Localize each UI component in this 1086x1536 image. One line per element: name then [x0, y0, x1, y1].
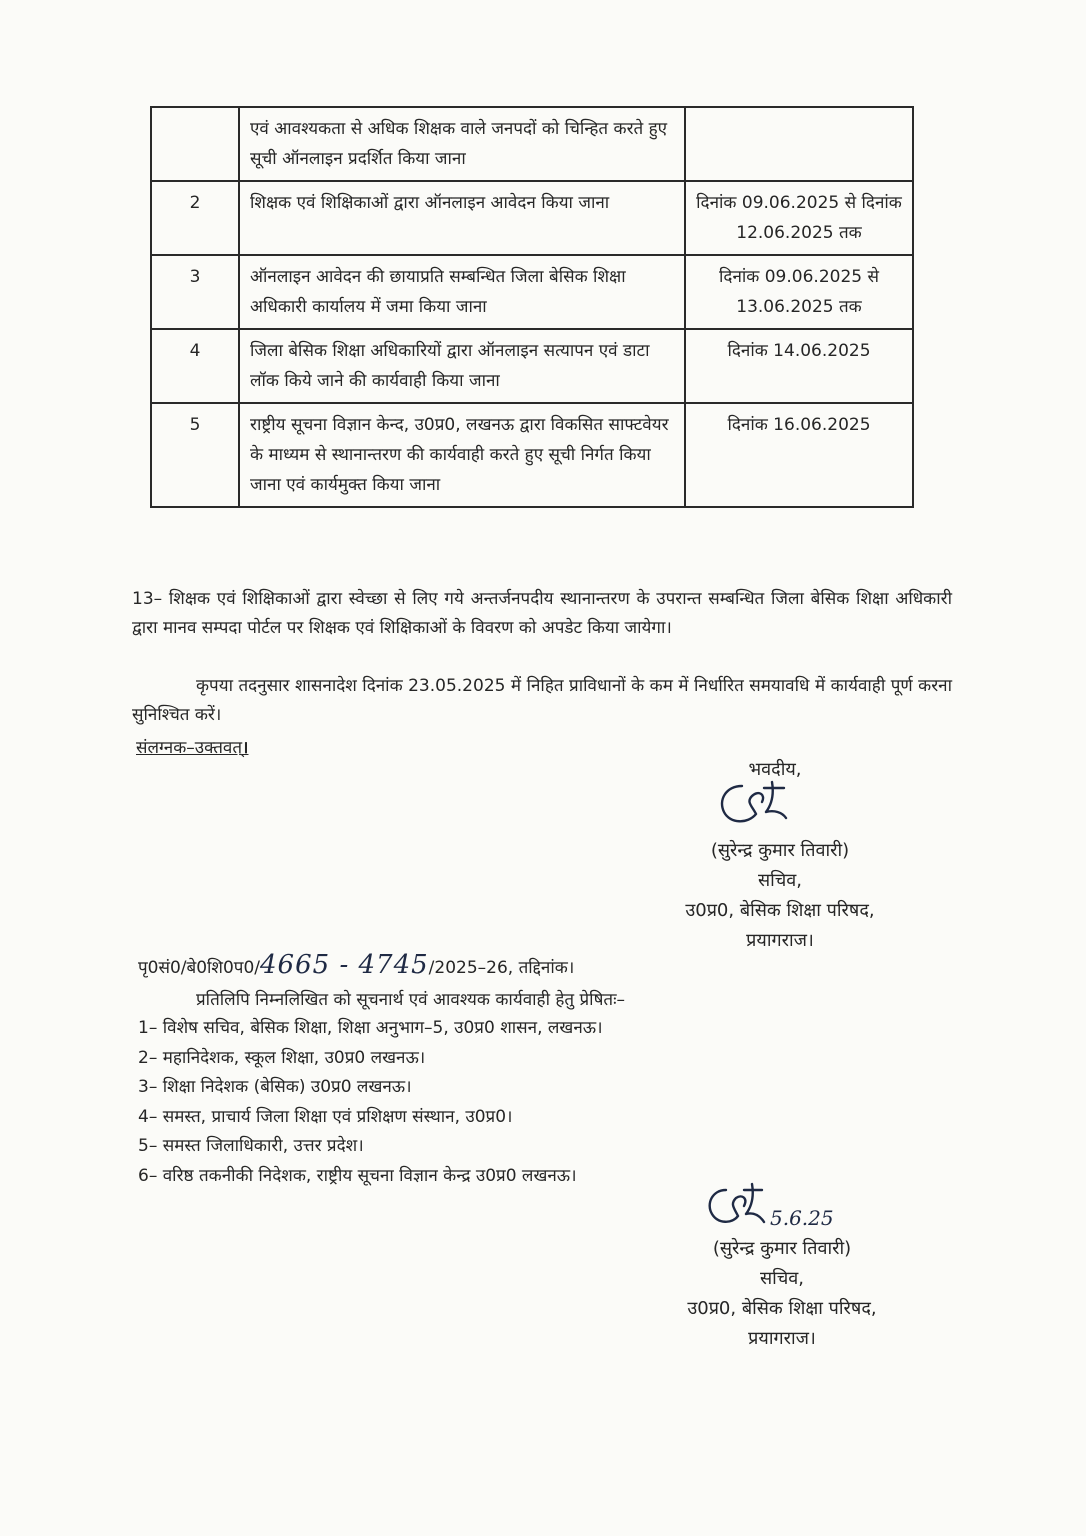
signatory-name: (सुरेन्द्र कुमार तिवारी)	[710, 840, 850, 861]
list-item: 3– शिक्षा निदेशक (बेसिक) उ0प्र0 लखनऊ।	[138, 1077, 412, 1097]
copy-list	[138, 1014, 603, 1191]
signature-1-icon	[712, 778, 802, 830]
row-date: दिनांक 16.06.2025	[685, 403, 913, 507]
enclosure-text: संलग्नक–उक्तवत्	[136, 738, 243, 758]
signature-2-details	[662, 1234, 902, 1354]
row-number	[151, 107, 239, 181]
signature-1-details	[660, 836, 900, 956]
reference-prefix: पृ0सं0/बे0शि0प0/	[138, 958, 261, 978]
signatory-office: उ0प्र0, बेसिक शिक्षा परिषद,	[687, 1298, 877, 1319]
reference-suffix: /2025–26, तद्दिनांक।	[428, 958, 575, 978]
list-item: 6– वरिष्ठ तकनीकी निदेशक, राष्ट्रीय सूचना विज्ञान केन्द्र उ0प्र0 लखनऊ।	[138, 1165, 577, 1186]
row-number: 3	[151, 255, 239, 329]
signatory-city: प्रयागराज।	[748, 1328, 816, 1349]
signature-date: 5.6.25	[770, 1206, 834, 1230]
table-row	[151, 255, 913, 329]
signature-2-icon	[700, 1182, 770, 1232]
row-date: दिनांक 14.06.2025	[685, 329, 913, 403]
enclosure-note	[136, 735, 249, 758]
signatory-office: उ0प्र0, बेसिक शिक्षा परिषद,	[685, 900, 875, 921]
list-item: 2– महानिदेशक, स्कूल शिक्षा, उ0प्र0 लखनऊ।	[138, 1047, 426, 1068]
row-activity: जिला बेसिक शिक्षा अधिकारियों द्वारा ऑनलाइन सत्यापन एवं डाटा लॉक किये जाने की कार्यवाही किया जाना	[239, 329, 685, 403]
row-date	[685, 107, 913, 181]
table-row	[151, 329, 913, 403]
table-row	[151, 107, 913, 181]
schedule-table	[150, 106, 914, 508]
row-activity: एवं आवश्यकता से अधिक शिक्षक वाले जनपदों को चिन्हित करते हुए सूची ऑनलाइन प्रदर्शित किया जाना	[239, 107, 685, 181]
row-date: दिनांक 09.06.2025 से 13.06.2025 तक	[685, 255, 913, 329]
salutation: भवदीय,	[748, 759, 802, 780]
signatory-designation: सचिव,	[758, 870, 802, 891]
reference-line	[138, 950, 574, 980]
copy-intro: प्रतिलिपि निम्नलिखित को सूचनार्थ एवं आवश्यक कार्यवाही हेतु प्रेषितः–	[196, 990, 626, 1010]
list-item: 4– समस्त, प्राचार्य जिला शिक्षा एवं प्रशिक्षण संस्थान, उ0प्र0।	[138, 1106, 513, 1127]
enclosure-bar: ।	[242, 738, 249, 758]
row-activity: शिक्षक एवं शिक्षिकाओं द्वारा ऑनलाइन आवेदन किया जाना	[239, 181, 685, 255]
table-row	[151, 403, 913, 507]
paragraph-request: कृपया तदनुसार शासनादेश दिनांक 23.05.2025 में निहित प्राविधानों के कम में निर्धारित समयावधि में कार्यवाही पूर्ण करना सुनिश्चित करें।	[132, 676, 952, 725]
list-item: 5– समस्त जिलाधिकारी, उत्तर प्रदेश।	[138, 1136, 364, 1156]
list-item: 1– विशेष सचिव, बेसिक शिक्षा, शिक्षा अनुभाग–5, उ0प्र0 शासन, लखनऊ।	[138, 1018, 603, 1038]
row-activity: ऑनलाइन आवेदन की छायाप्रति सम्बन्धित जिला बेसिक शिक्षा अधिकारी कार्यालय में जमा किया जाना	[239, 255, 685, 329]
row-activity: राष्ट्रीय सूचना विज्ञान केन्द, उ0प्र0, लखनऊ द्वारा विकसित साफ्टवेयर के माध्यम से स्थानान्तरण की कार्यवाही करते हुए सूची निर्गत किया जाना एवं कार्यमुक्त किया जाना	[239, 403, 685, 507]
table-row	[151, 181, 913, 255]
row-date: दिनांक 09.06.2025 से दिनांक 12.06.2025 तक	[685, 181, 913, 255]
row-number: 4	[151, 329, 239, 403]
signatory-name: (सुरेन्द्र कुमार तिवारी)	[712, 1238, 852, 1259]
signatory-city: प्रयागराज।	[746, 930, 814, 951]
row-number: 2	[151, 181, 239, 255]
signatory-designation: सचिव,	[760, 1268, 804, 1289]
row-number: 5	[151, 403, 239, 507]
reference-number: 4665 - 4745	[260, 950, 429, 980]
paragraph-13: 13– शिक्षक एवं शिक्षिकाओं द्वारा स्वेच्छा से लिए गये अन्तर्जनपदीय स्थानान्तरण के उपरान्त सम्बन्धित जिला बेसिक शिक्षा अधिकारी द्वारा मानव सम्पदा पोर्टल पर शिक्षक एवं शिक्षिकाओं के विवरण को अपडेट किया जायेगा।	[132, 589, 952, 638]
